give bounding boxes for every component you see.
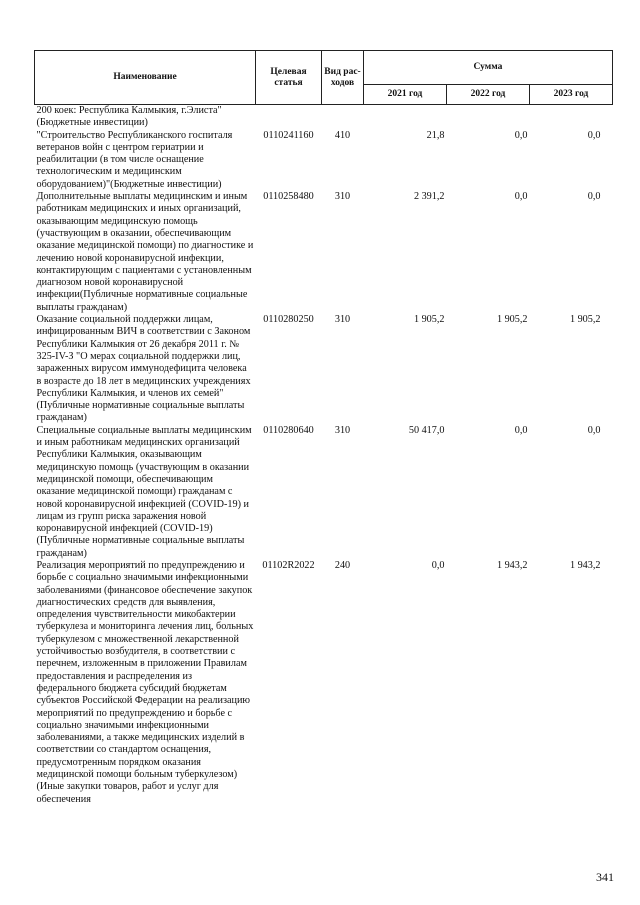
row-amount-2022: 1 943,2 [496,559,528,571]
header-year-2023: 2023 год [530,85,613,105]
row-name: Специальные социальные выплаты медицинским и иным работникам медицинских организаций Республики Калмыкия, оказывающим медицинскую помощь (участвующим в оказании медицинской помощи, обеспечивающим оказание медицинской помощи) гражданам с новой коронавирусной инфекцией (COVID-19) и лицам из групп риска заражения новой коронавирусной инфекцией (COVID-19)(Публичные нормативные социальные выплаты гражданам) [36,424,252,559]
row-amount-2023: 1 943,2 [569,559,601,571]
row-target-article: 0110241160 [263,129,314,141]
row-name: 200 коек: Республика Калмыкия, г.Элиста"(Бюджетные инвестиции) [36,105,222,129]
row-amount-2022: 0,0 [514,129,528,141]
row-amount-2021: 50 417,0 [408,424,445,436]
row-target-article: 0110280640 [263,424,314,436]
table-row [35,191,613,314]
row-expense-type: 410 [334,129,351,141]
row-expense-type: 310 [334,424,351,436]
row-target-article: 0110280250 [263,314,314,326]
row-amount-2021: 0,0 [431,559,445,571]
row-amount-2023: 0,0 [587,129,601,141]
row-amount-2023 [530,105,613,130]
header-sum: Сумма [364,51,613,85]
header-year-2022: 2022 год [447,85,530,105]
row-amount-2021 [364,105,447,130]
row-expense-type: 310 [334,191,351,203]
row-target-article: 0110258480 [263,191,314,203]
row-amount-2022: 1 905,2 [496,314,528,326]
budget-table [34,50,613,806]
row-amount-2022: 0,0 [514,191,528,203]
row-amount-2022: 0,0 [514,424,528,436]
table-row [35,425,613,560]
row-name: Реализация мероприятий по предупреждению и борьбе с социально значимыми инфекционными заболеваниями (финансовое обеспечение закупок диагностических средств для выявления, определения чувствительности микобактерии туберкулеза и мониторинга лечения лиц, больных туберкулезом с множественной лекарственной устойчивостью возбудителя, в соответствии с перечнем, изложенным в приложении Правилам предоставления и распределения из федерального бюджета субсидий бюджетам субъектов Российской Федерации на реализацию мероприятий по предупреждению и борьбе с социально значимыми инфекционными заболеваниями, а также медицинских изделий в соответствии со стандартом оснащения, предусмотренным порядком оказания медицинской помощи больным туберкулезом)(Иные закупки товаров, работ и услуг для обеспечения [36,559,254,805]
table-row [35,105,613,130]
row-amount-2021: 2 391,2 [413,191,445,203]
table-row [35,314,613,425]
row-expense-type: 310 [334,314,351,326]
row-amount-2023: 1 905,2 [569,314,601,326]
row-amount-2021: 1 905,2 [413,314,445,326]
header-name: Наименование [35,51,256,105]
row-amount-2022 [447,105,530,130]
row-amount-2023: 0,0 [587,191,601,203]
row-amount-2021: 21,8 [426,129,445,141]
row-target-article: 01102R2022 [262,559,315,571]
row-target-article [256,105,322,130]
row-name: Оказание социальной поддержки лицам, инфицированным ВИЧ в соответствии с Законом Республики Калмыкия от 26 декабря 2011 г. № 325-IV-З "О мерах социальной поддержки лиц, зараженных вирусом иммунодефицита человека в возрасте до 18 лет в медицинских учреждениях Республики Калмыкия, и членов их семей"(Публичные нормативные социальные выплаты гражданам) [36,314,251,424]
page-number: 341 [596,870,614,884]
row-name: "Строительство Республиканского госпиталя ветеранов войн с центром гериатрии и реабилитации (в том числе оснащение технологическим и медицинским оборудованием)"(Бюджетные инвестиции) [36,129,233,190]
table-row [35,560,613,806]
row-name: Дополнительные выплаты медицинским и иным работникам медицинских и иных организаций, оказывающим медицинскую помощь (участвующим в оказании, обеспечивающим оказание медицинской помощи) по диагностике и лечению новой коронавирусной инфекции, контактирующим с пациентами с установленным диагнозом новой коронавирусной инфекции(Публичные нормативные социальные выплаты гражданам) [36,191,254,313]
row-amount-2023: 0,0 [587,424,601,436]
header-year-2021: 2021 год [364,85,447,105]
table-row [35,130,613,191]
header-target-article: Целевая статья [256,51,322,105]
table-header [35,51,613,105]
row-expense-type [322,105,364,130]
table-body [35,105,613,806]
header-expense-type: Вид рас-ходов [322,51,364,105]
row-expense-type: 240 [334,559,351,571]
